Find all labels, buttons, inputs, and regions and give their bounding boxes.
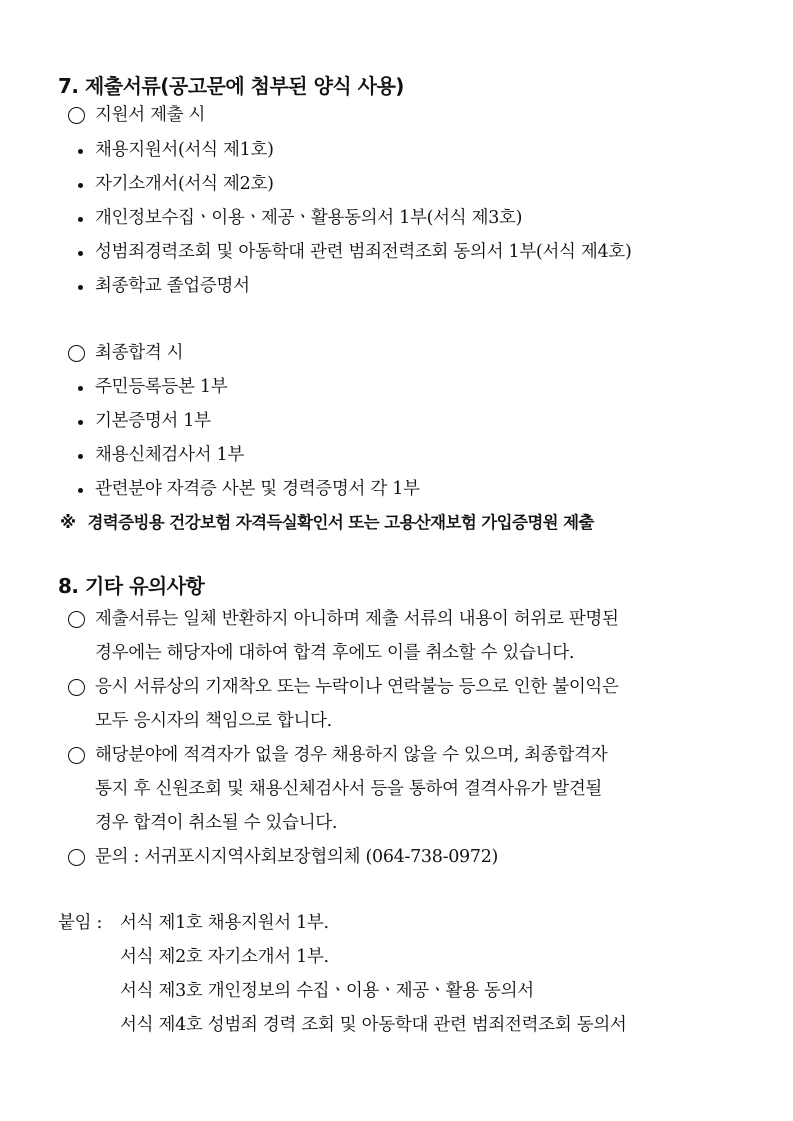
list-item: 기본증명서 1부 bbox=[95, 411, 211, 431]
list-item: 관련분야 자격증 사본 및 경력증명서 각 1부 bbox=[95, 479, 420, 499]
group-heading: 최종합격 시 bbox=[95, 343, 184, 363]
list-item: 자기소개서(서식 제2호) bbox=[95, 174, 274, 194]
circle-bullet-icon bbox=[68, 107, 85, 124]
paragraph-line: 해당분야에 적격자가 없을 경우 채용하지 않을 수 있으며, 최종합격자 bbox=[95, 745, 608, 765]
paragraph-line: 경우에는 해당자에 대하여 합격 후에도 이를 취소할 수 있습니다. bbox=[95, 643, 575, 663]
bullet-dot-icon bbox=[78, 149, 83, 154]
bullet-dot-icon bbox=[78, 183, 83, 188]
list-item: 최종학교 졸업증명서 bbox=[95, 276, 250, 296]
list-item: 주민등록등본 1부 bbox=[95, 377, 228, 397]
note-text: 경력증빙용 건강보험 자격득실확인서 또는 고용산재보험 가입증명원 제출 bbox=[87, 513, 594, 532]
list-item: 채용지원서(서식 제1호) bbox=[95, 140, 274, 160]
bullet-dot-icon bbox=[78, 386, 83, 391]
circle-bullet-icon bbox=[68, 849, 85, 866]
note-line bbox=[60, 511, 594, 535]
circle-bullet-icon bbox=[68, 345, 85, 362]
paragraph-line: 통지 후 신원조회 및 채용신체검사서 등을 통하여 결격사유가 발견될 bbox=[95, 779, 603, 799]
paragraph-line: 경우 합격이 취소될 수 있습니다. bbox=[95, 813, 338, 833]
list-item: 개인정보수집ㆍ이용ㆍ제공ㆍ활용동의서 1부(서식 제3호) bbox=[95, 208, 523, 228]
paragraph-line: 제출서류는 일체 반환하지 아니하며 제출 서류의 내용이 허위로 판명된 bbox=[95, 609, 619, 629]
list-item: 채용신체검사서 1부 bbox=[95, 445, 244, 465]
section-8-heading: 8. 기타 유의사항 bbox=[58, 574, 205, 598]
bullet-dot-icon bbox=[78, 285, 83, 290]
contact-line: 문의 : 서귀포시지역사회보장협의체 (064-738-0972) bbox=[95, 847, 499, 867]
group-heading: 지원서 제출 시 bbox=[95, 105, 206, 125]
section-7-heading: 7. 제출서류(공고문에 첨부된 양식 사용) bbox=[58, 74, 404, 98]
circle-bullet-icon bbox=[68, 611, 85, 628]
bullet-dot-icon bbox=[78, 251, 83, 256]
reference-mark-icon: ※ bbox=[60, 513, 76, 532]
circle-bullet-icon bbox=[68, 747, 85, 764]
bullet-dot-icon bbox=[78, 217, 83, 222]
attachment-item: 서식 제3호 개인정보의 수집ㆍ이용ㆍ제공ㆍ활용 동의서 bbox=[120, 981, 534, 1001]
attachment-item: 서식 제1호 채용지원서 1부. bbox=[120, 913, 329, 933]
bullet-dot-icon bbox=[78, 488, 83, 493]
circle-bullet-icon bbox=[68, 679, 85, 696]
list-item: 성범죄경력조회 및 아동학대 관련 범죄전력조회 동의서 1부(서식 제4호) bbox=[95, 242, 632, 262]
attachment-item: 서식 제2호 자기소개서 1부. bbox=[120, 947, 329, 967]
paragraph-line: 모두 응시자의 책임으로 합니다. bbox=[95, 711, 332, 731]
bullet-dot-icon bbox=[78, 420, 83, 425]
paragraph-line: 응시 서류상의 기재착오 또는 누락이나 연락불능 등으로 인한 불이익은 bbox=[95, 677, 619, 697]
attachment-item: 서식 제4호 성범죄 경력 조회 및 아동학대 관련 범죄전력조회 동의서 bbox=[120, 1015, 627, 1035]
bullet-dot-icon bbox=[78, 454, 83, 459]
attachments-label: 붙임 : bbox=[58, 913, 103, 933]
